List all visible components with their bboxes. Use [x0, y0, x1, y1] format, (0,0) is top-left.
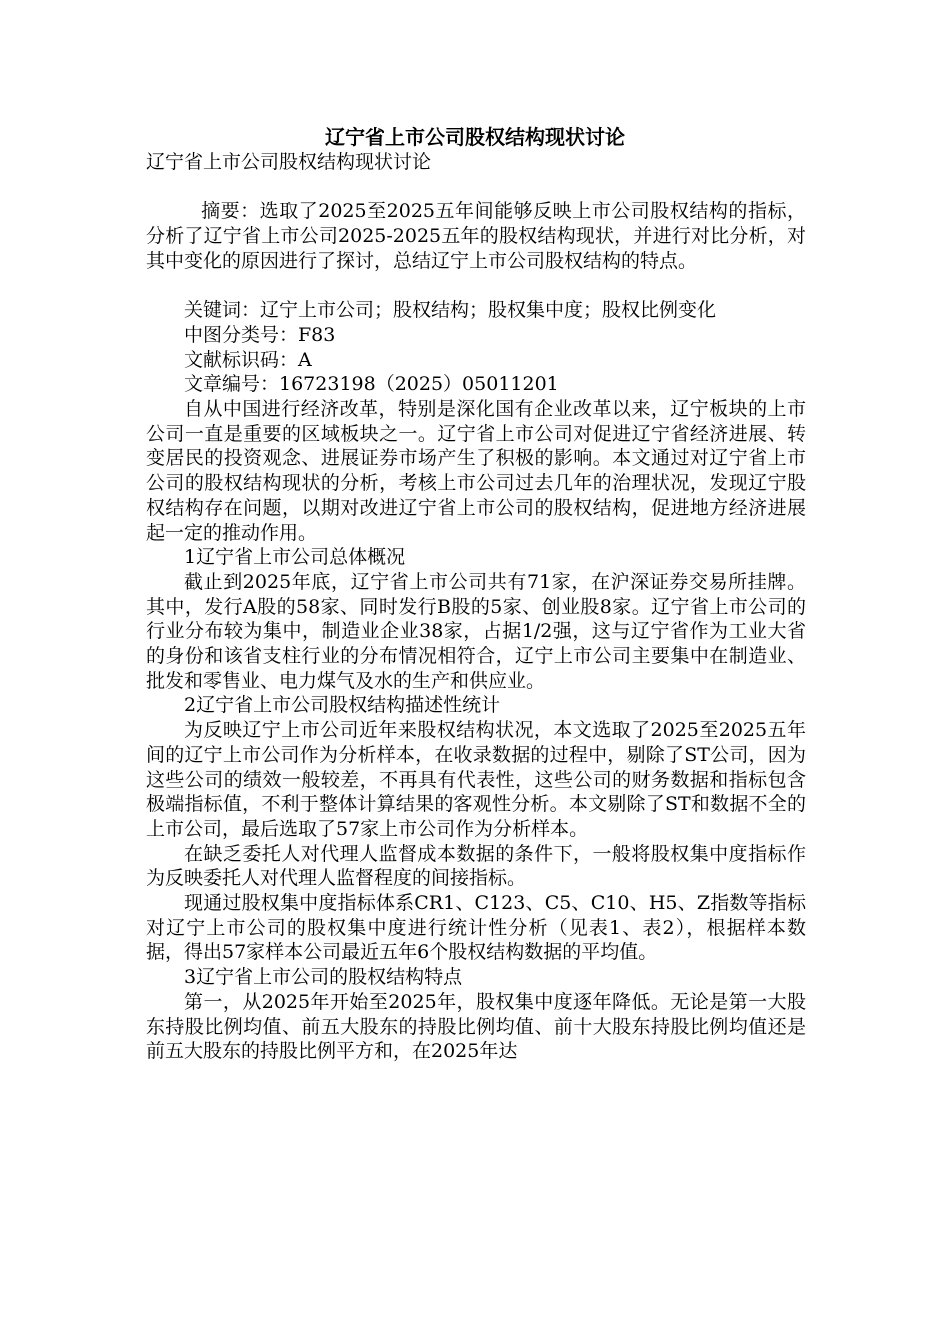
- document-body: [146, 150, 806, 1064]
- blank-line: [146, 175, 806, 200]
- body-paragraph: 自从中国进行经济改革，特别是深化国有企业改革以来，辽宁板块的上市公司一直是重要的区域板块之一。辽宁省上市公司对促进辽宁省经济进展、转变居民的投资观念、进展证券市场产生了积极的影响。本文通过对辽宁省上市公司的股权结构现状的分析，考核上市公司过去几年的治理状况，发现辽宁股权结构存在问题，以期对改进辽宁省上市公司的股权结构，促进地方经济进展起一定的推动作用。: [146, 398, 806, 544]
- blank-line: [146, 274, 806, 299]
- body-paragraph: 在缺乏委托人对代理人监督成本数据的条件下，一般将股权集中度指标作为反映委托人对代理人监督程度的间接指标。: [146, 842, 806, 890]
- section-heading: 2辽宁省上市公司股权结构描述性统计: [184, 694, 501, 717]
- clc-number-line: 中图分类号：F83: [184, 323, 336, 346]
- body-paragraph: 截止到2025年底，辽宁省上市公司共有71家，在沪深证券交易所挂牌。其中，发行A股的58家、同时发行B股的5家、创业股8家。辽宁省上市公司的行业分布较为集中，制造业企业38家，占据1/2强，这与辽宁省作为工业大省的身份和该省支柱行业的分布情况相符合，辽宁上市公司主要集中在制造业、批发和零售业、电力煤气及水的生产和供应业。: [146, 570, 806, 692]
- section-heading: 3辽宁省上市公司的股权结构特点: [184, 966, 463, 989]
- article-number-line: 文章编号：16723198（2025）05011201: [184, 373, 559, 396]
- body-paragraph: 现通过股权集中度指标体系CR1、C123、C5、C10、H5、Z指数等指标对辽宁上市公司的股权集中度进行统计性分析（见表1、表2），根据样本数据，得出57家样本公司最近五年6个股权结构数据的平均值。: [146, 892, 806, 964]
- body-paragraph: 为反映辽宁上市公司近年来股权结构状况，本文选取了2025至2025五年间的辽宁上市公司作为分析样本，在收录数据的过程中，剔除了ST公司，因为这些公司的绩效一般较差，不再具有代表性，这些公司的财务数据和指标包含极端指标值，不利于整体计算结果的客观性分析。本文剔除了ST和数据不全的上市公司，最后选取了57家上市公司作为分析样本。: [146, 719, 806, 840]
- document-title: 辽宁省上市公司股权结构现状讨论: [325, 125, 625, 149]
- section-heading: 1辽宁省上市公司总体概况: [184, 546, 406, 569]
- abstract-paragraph: 摘要：选取了2025至2025五年间能够反映上市公司股权结构的指标，分析了辽宁省上市公司2025-2025五年的股权结构现状，并进行对比分析，对其中变化的原因进行了探讨，总结辽宁上市公司股权结构的特点。: [146, 200, 806, 272]
- keywords-line: 关键词：辽宁上市公司；股权结构；股权集中度；股权比例变化: [184, 299, 717, 322]
- document-subtitle: 辽宁省上市公司股权结构现状讨论: [146, 151, 432, 173]
- body-paragraph: 第一，从2025年开始至2025年，股权集中度逐年降低。无论是第一大股东持股比例均值、前五大股东的持股比例均值、前十大股东持股比例均值还是前五大股东的持股比例平方和，在2025年达: [146, 990, 806, 1063]
- document-code-line: 文献标识码：A: [184, 348, 312, 371]
